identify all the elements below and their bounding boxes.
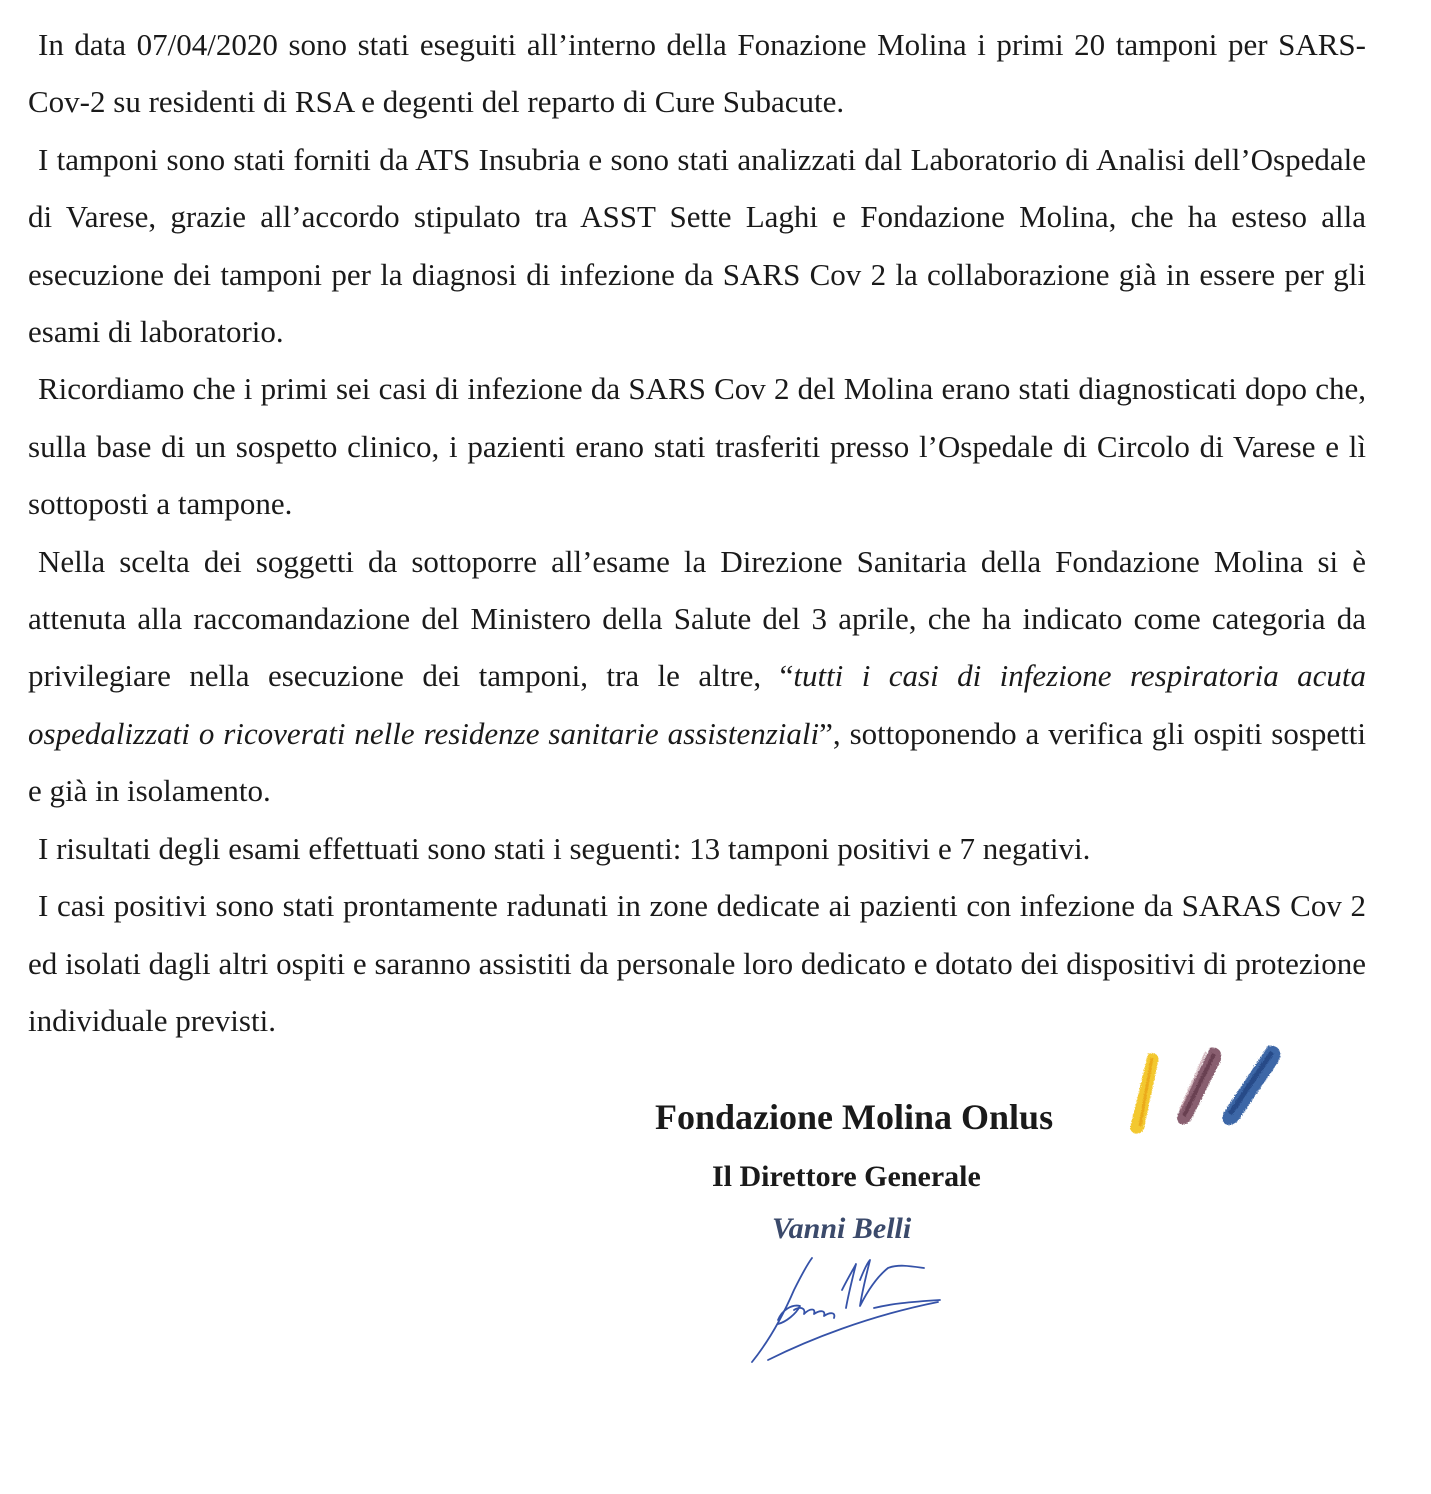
selection-text-before: Nella scelta dei soggetti da sottoporre all’esame la Direzione Sanitaria della Fondazione Molina si è attenuta alla raccomandazione del Ministero della Salute del 3 aprile, che ha indicato come categoria da privilegiare nella esecuzione dei tamponi, tra le altre, “ bbox=[28, 543, 1366, 694]
signer-role: Il Direttore Generale bbox=[712, 1160, 981, 1193]
letter-body bbox=[28, 16, 1366, 1049]
signer-name: Vanni Belli bbox=[772, 1212, 912, 1245]
handwritten-signature bbox=[748, 1250, 948, 1370]
paragraph-first-cases: Ricordiamo che i primi sei casi di infezione da SARS Cov 2 del Molina erano stati diagnosticati dopo che, sulla base di un sospetto clinico, i pazienti erano stati trasferiti presso l’Ospedale di Circolo di Varese e lì sottoposti a tampone. bbox=[28, 371, 1366, 522]
paragraph-swab-date: In data 07/04/2020 sono stati eseguiti all’interno della Fonazione Molina i primi 20 tamponi per SARS-Cov-2 su residenti di RSA e degenti del reparto di Cure Subacute. bbox=[28, 27, 1366, 120]
logo-stroke-yellow bbox=[1130, 1053, 1158, 1133]
paragraph-swab-provider: I tamponi sono stati forniti da ATS Insubria e sono stati analizzati dal Laboratorio di Analisi dell’Ospedale di Varese, grazie all’accordo stipulato tra ASST Sette Laghi e Fondazione Molina, che ha esteso alla esecuzione dei tamponi per la diagnosi di infezione da SARS Cov 2 la collaborazione già in essere per gli esami di laboratorio. bbox=[28, 141, 1366, 350]
organization-name: Fondazione Molina Onlus bbox=[655, 1097, 1054, 1137]
brushstroke-logo-icon bbox=[1118, 1040, 1288, 1140]
paragraph-results: I risultati degli esami effettuati sono stati i seguenti: 13 tamponi positivi e 7 negativi. bbox=[38, 830, 1091, 866]
paragraph-isolation: I casi positivi sono stati prontamente radunati in zone dedicate ai pazienti con infezione da SARAS Cov 2 ed isolati dagli altri ospiti e saranno assistiti da personale loro dedicato e dotato dei dispositivi di protezione individuale previsti. bbox=[28, 888, 1366, 1038]
paragraph-selection-criteria bbox=[28, 533, 1366, 820]
ministry-quote: tutti i casi di infezione respiratoria acuta ospedalizzati o ricoverati nelle residenze sanitarie assistenziali bbox=[28, 658, 1366, 751]
selection-text-after: ”, sottoponendo a verifica gli ospiti sospetti e già in isolamento. bbox=[28, 715, 1366, 809]
